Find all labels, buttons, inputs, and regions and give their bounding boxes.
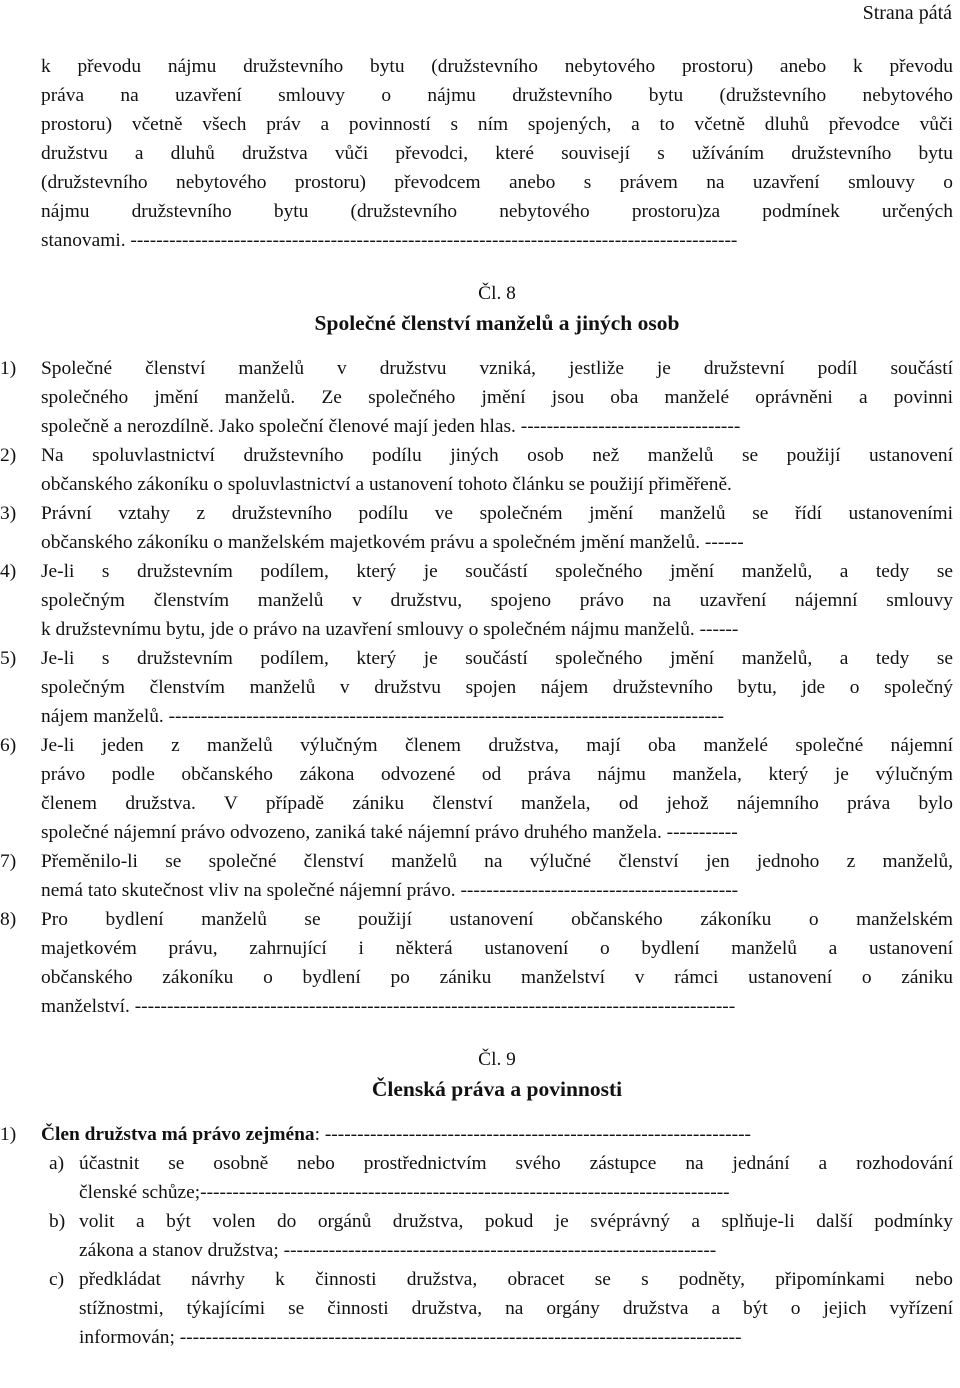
text-line: občanského zákoníku o manželském majetkovém právu a společném jmění manželů. ------ (41, 532, 744, 553)
text-line: družstvu a dluhů družstva vůči převodci, které souvisejí s užíváním družstevního bytu (41, 143, 953, 164)
text-line: Je-li jeden z manželů výlučným členem družstva, mají oba manželé společné nájemní (41, 735, 953, 756)
text-line: práva na uzavření smlouvy o nájmu družstevního bytu (družstevního nebytového (41, 85, 953, 106)
sub-item-label: c) (49, 1269, 65, 1290)
text-line: Je-li s družstevním podílem, který je součástí společného jmění manželů, a tedy se (41, 561, 953, 582)
page-number-label: Strana pátá (862, 2, 952, 24)
text-line: členem družstva. V případě zániku členství manžela, od jehož nájemního práva bylo (41, 793, 953, 814)
text-line: stanovami. ---------------------------------------------------------------------------------------------- (41, 230, 738, 251)
list-item (0, 644, 953, 731)
text-line: nájmu družstevního bytu (družstevního nebytového prostoru)za podmínek určených (41, 201, 953, 222)
text-line: majetkovém právu, zahrnující i některá ustanovení o bydlení manželů a ustanovení (41, 938, 953, 959)
item-lead (41, 1120, 953, 1149)
text-line: společného jmění manželů. Ze společného jmění jsou oba manželé oprávněni a povinni (41, 387, 953, 408)
text-line: nemá tato skutečnost vliv na společné nájemní právo. ------------------------------------------- (41, 880, 739, 901)
sub-item (49, 1207, 953, 1265)
item-number: 2) (0, 445, 17, 466)
text-line: občanského zákoníku o spoluvlastnictví a ustanovení tohoto článku se použijí přiměřeně. (41, 474, 732, 495)
article-8-number: Čl. 8 (478, 283, 516, 304)
text-line: Na spoluvlastnictví družstevního podílu jiných osob než manželů se použijí ustanovení (41, 445, 953, 466)
text-line: společným členstvím manželů v družstvu, spojeno právo na uzavření nájemní smlouvy (41, 590, 953, 611)
article-8-title: Společné členství manželů a jiných osob (314, 311, 680, 335)
sub-item (49, 1265, 953, 1352)
text-line: zákona a stanov družstva; ------------------------------------------------------------------- (79, 1240, 717, 1261)
text-line: (družstevního nebytového prostoru) převodcem anebo s právem na uzavření smlouvy o (41, 172, 953, 193)
article-8-items (0, 354, 953, 1021)
list-item (0, 354, 953, 441)
text-line: účastnit se osobně nebo prostřednictvím svého zástupce na jednání a rozhodování (79, 1153, 953, 1174)
list-item (0, 1120, 953, 1352)
article-9-title: Členská práva a povinnosti (371, 1077, 623, 1101)
text-line: společně a nerozdílně. Jako společní členové mají jeden hlas. ---------------------------------- (41, 416, 741, 437)
list-item (0, 905, 953, 1021)
text-line: nájem manželů. -------------------------------------------------------------------------------------- (41, 706, 724, 727)
sub-item-label: a) (49, 1153, 65, 1174)
article-9-number: Čl. 9 (478, 1049, 516, 1070)
list-item (0, 557, 953, 644)
item-number: 1) (0, 1124, 17, 1145)
list-item (0, 441, 953, 499)
intro-paragraph (41, 52, 953, 255)
item-number: 8) (0, 909, 17, 930)
text-line: k převodu nájmu družstevního bytu (družstevního nebytového prostoru) anebo k převodu (41, 56, 953, 77)
text-line: Právní vztahy z družstevního podílu ve společném jmění manželů se řídí ustanoveními (41, 503, 953, 524)
text-line: volit a být volen do orgánů družstva, pokud je svéprávný a splňuje-li další podmínky (79, 1211, 953, 1232)
text-line: Je-li s družstevním podílem, který je součástí společného jmění manželů, a tedy se (41, 648, 953, 669)
text-line: Společné členství manželů v družstvu vzniká, jestliže je družstevní podíl součástí (41, 358, 953, 379)
item-number: 6) (0, 735, 17, 756)
item-number: 7) (0, 851, 17, 872)
text-line: společné nájemní právo odvozeno, zaniká také nájemní právo druhého manžela. ----------- (41, 822, 738, 843)
text-line: k družstevnímu bytu, jde o právo na uzavření smlouvy o společném nájmu manželů. ------ (41, 619, 739, 640)
text-line: Pro bydlení manželů se použijí ustanovení občanského zákoníku o manželském (41, 909, 953, 930)
list-item (0, 847, 953, 905)
list-item (0, 499, 953, 557)
text-line: prostoru) včetně všech práv a povinností s ním spojených, a to včetně dluhů převodce vůči (41, 114, 953, 135)
text-line: členské schůze;---------------------------------------------------------------------------------- (79, 1182, 730, 1203)
item-number: 4) (0, 561, 17, 582)
text-line: občanského zákoníku o bydlení po zániku manželství v rámci ustanovení o zániku (41, 967, 953, 988)
list-item (0, 731, 953, 847)
text-line: předkládat návrhy k činnosti družstva, obracet se s podněty, připomínkami nebo (79, 1269, 953, 1290)
text-line: Přeměnilo-li se společné členství manželů na výlučné členství jen jednoho z manželů, (41, 851, 953, 872)
document-body (0, 52, 953, 1352)
text-line: stížnostmi, týkajícími se činnosti družstva, na orgány družstva a být o jejich vyřízení (79, 1298, 953, 1319)
item-number: 3) (0, 503, 17, 524)
sub-item-label: b) (49, 1211, 66, 1232)
text-line: informován; --------------------------------------------------------------------------------------- (79, 1327, 742, 1348)
text-line: právo podle občanského zákona odvozené od práva nájmu manžela, který je výlučným (41, 764, 953, 785)
text-line: společným členstvím manželů v družstvu spojen nájem družstevního bytu, jde o společný (41, 677, 953, 698)
item-lead-rest: : ------------------------------------------------------------------ (314, 1124, 752, 1145)
sub-item (49, 1149, 953, 1207)
item-lead-bold: Člen družstva má právo zejména (41, 1124, 315, 1145)
item-number: 5) (0, 648, 17, 669)
item-number: 1) (0, 358, 17, 379)
text-line: manželství. --------------------------------------------------------------------------------------------- (41, 996, 736, 1017)
